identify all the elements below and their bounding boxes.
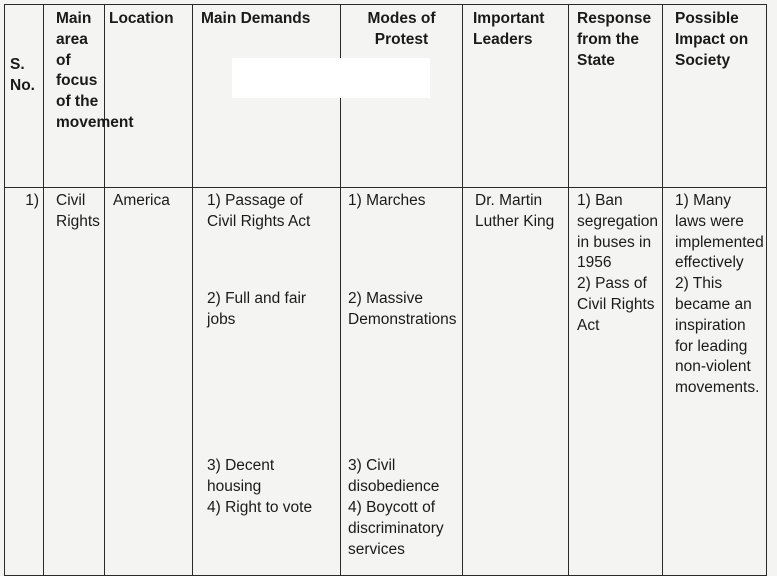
table-row	[5, 188, 767, 576]
demand-item: 3) Decent housing	[207, 457, 275, 495]
header-main-demands: Main Demands	[193, 5, 341, 188]
mode-item: 2) Massive Demonstrations	[348, 290, 457, 328]
impact-item: 1) Many laws were implemented effectively	[675, 192, 764, 272]
demand-item: 1) Passage of Civil Rights Act	[207, 192, 311, 230]
cell-response-from-state	[569, 188, 663, 576]
response-item: 2) Pass of Civil Rights Act	[577, 275, 655, 334]
cell-s-no: 1)	[5, 188, 44, 576]
header-possible-impact: Possible Impact on Society	[663, 5, 767, 188]
header-main-area: Main area of focus of the movement	[44, 5, 105, 188]
cell-important-leaders: Dr. Martin Luther King	[463, 188, 569, 576]
mode-item: 1) Marches	[348, 192, 426, 209]
cell-location: America	[105, 188, 193, 576]
header-s-no: S. No.	[5, 5, 44, 188]
header-modes-of-protest: Modes of Protest	[341, 5, 463, 188]
cell-modes-of-protest	[341, 188, 463, 576]
cell-possible-impact	[663, 188, 767, 576]
mode-item: 4) Boycott of discriminatory services	[348, 499, 444, 558]
response-item: 1) Ban segregation in buses in 1956	[577, 192, 659, 272]
mode-item: 3) Civil disobedience	[348, 457, 440, 495]
impact-item: 2) This became an inspiration for leading non-violent movements.	[675, 275, 760, 397]
demand-item: 2) Full and fair jobs	[207, 290, 307, 328]
demand-item: 4) Right to vote	[207, 499, 313, 516]
redaction-block	[232, 58, 430, 98]
cell-main-area: Civil Rights	[44, 188, 105, 576]
header-response-from-state: Response from the State	[569, 5, 663, 188]
header-location: Location	[105, 5, 193, 188]
header-important-leaders: Important Leaders	[463, 5, 569, 188]
cell-main-demands	[193, 188, 341, 576]
